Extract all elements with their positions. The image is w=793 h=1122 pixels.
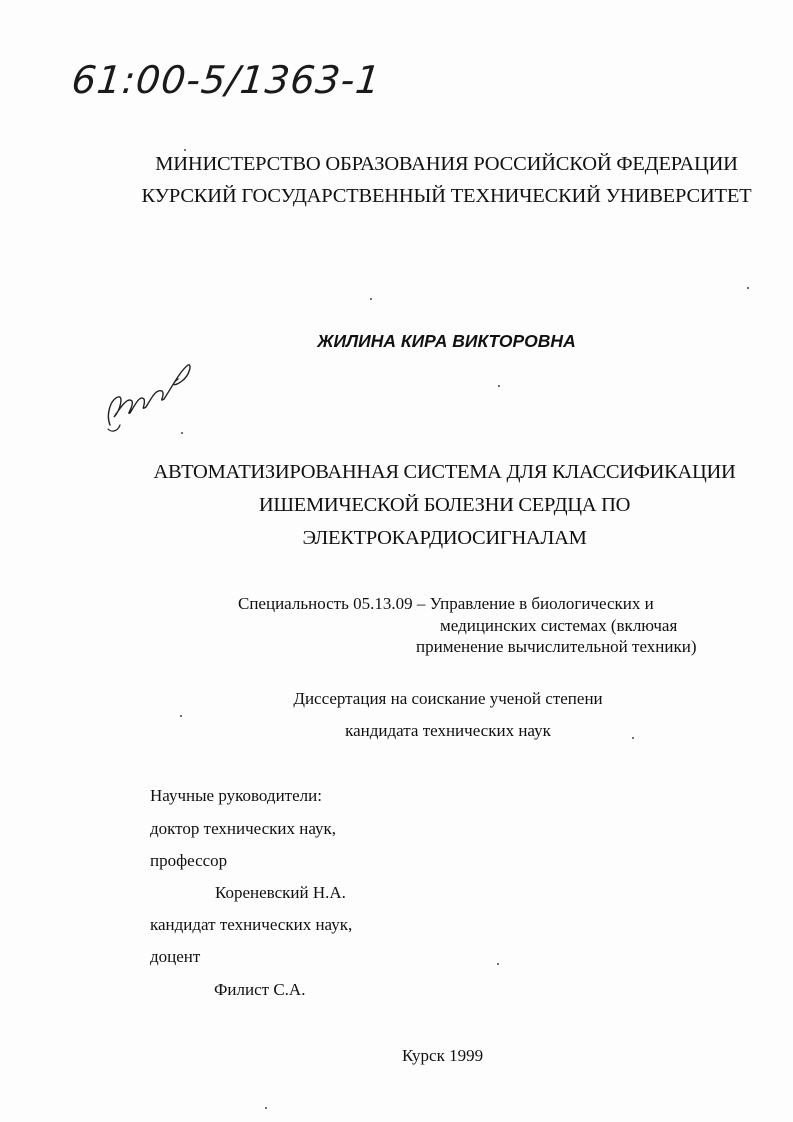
university-name: КУРСКИЙ ГОСУДАРСТВЕННЫЙ ТЕХНИЧЕСКИЙ УНИВЕРСИТЕТ [141, 185, 752, 207]
scan-speck [265, 1107, 267, 1109]
scan-speck [180, 715, 182, 717]
advisor-2-rank: кандидат технических наук, [150, 915, 353, 934]
author-name: ЖИЛИНА КИРА ВИКТОРОВНА [317, 331, 576, 351]
handwritten-signature [100, 345, 200, 440]
advisor-2-title: доцент [150, 947, 201, 966]
specialty-line-3: применение вычислительной техники) [416, 637, 697, 656]
specialty-line-1: Специальность 05.13.09 – Управление в биологических и [238, 594, 654, 613]
thesis-title-line-2: ИШЕМИЧЕСКОЙ БОЛЕЗНИ СЕРДЦА ПО [258, 494, 631, 516]
advisor-1-name: Кореневский Н.А. [215, 883, 346, 902]
scan-speck [370, 298, 372, 300]
scan-speck [632, 737, 634, 739]
scan-speck [747, 287, 749, 289]
degree-statement: Диссертация на соискание ученой степени [293, 689, 603, 708]
ministry-name: МИНИСТЕРСТВО ОБРАЗОВАНИЯ РОССИЙСКОЙ ФЕДЕРАЦИИ [155, 153, 738, 175]
specialty-line-2: медицинских системах (включая [440, 616, 678, 635]
thesis-title-line-1: АВТОМАТИЗИРОВАННАЯ СИСТЕМА ДЛЯ КЛАССИФИКАЦИИ [153, 461, 736, 483]
scan-speck [498, 385, 500, 387]
city-and-year: Курск 1999 [402, 1046, 484, 1065]
advisors-heading: Научные руководители: [150, 786, 322, 805]
scan-speck [184, 149, 186, 151]
thesis-title-line-3: ЭЛЕКТРОКАРДИОСИГНАЛАМ [302, 527, 587, 549]
advisor-1-title: профессор [150, 851, 228, 870]
degree-name: кандидата технических наук [345, 721, 551, 740]
scan-speck [181, 432, 183, 434]
scan-speck [497, 963, 499, 965]
advisor-1-rank: доктор технических наук, [150, 819, 337, 838]
advisor-2-name: Филист С.А. [214, 980, 306, 999]
library-shelf-mark: 61:00-5/1363-1 [69, 58, 384, 102]
